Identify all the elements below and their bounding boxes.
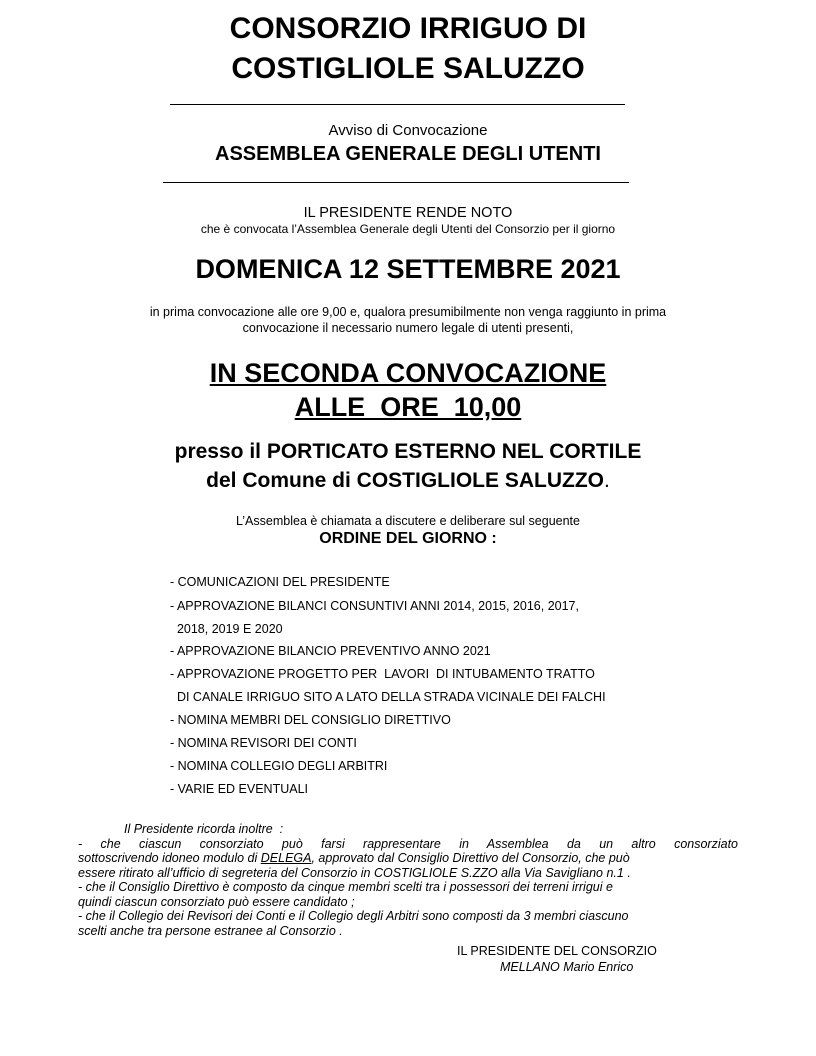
president-notes [78, 822, 738, 938]
delega-link: DELEGA [260, 851, 312, 865]
agenda-item: - VARIE ED EVENTUALI [170, 782, 308, 796]
location-town: del Comune di COSTIGLIOLE SALUZZO [206, 469, 604, 492]
notice-event: ASSEMBLEA GENERALE DEGLI UTENTI [215, 143, 601, 165]
signature-name: MELLANO Mario Enrico [500, 960, 634, 974]
notes-line [78, 851, 738, 866]
intro-line-1: IL PRESIDENTE RENDE NOTO [303, 205, 513, 221]
notice-type: Avviso di Convocazione [328, 122, 488, 139]
agenda-item: - NOMINA COLLEGIO DEGLI ARBITRI [170, 759, 388, 773]
notes-heading: Il Presidente ricorda inoltre : [124, 822, 284, 836]
notes-line: scelti anche tra persone estranee al Consorzio . [78, 923, 343, 938]
notes-text: sottoscrivendo idoneo modulo di [78, 851, 261, 865]
first-call-line-2: convocazione il necessario numero legale di utenti presenti, [242, 321, 574, 335]
location-line-2 [0, 469, 816, 493]
title-line-2: COSTIGLIOLE SALUZZO [231, 52, 585, 85]
divider-middle [163, 182, 629, 183]
agenda-title: ORDINE DEL GIORNO : [319, 530, 497, 547]
notes-line: essere ritirato all’ufficio di segreteria del Consorzio in COSTIGLIOLE S.ZZO alla Via Savigliano n.1 . [78, 865, 631, 880]
first-call-line-1: in prima convocazione alle ore 9,00 e, qualora presumibilmente non venga raggiunto in prima [149, 305, 667, 319]
divider-top [170, 104, 625, 105]
agenda-intro: L’Assemblea è chiamata a discutere e deliberare sul seguente [236, 514, 580, 528]
agenda-item: - NOMINA MEMBRI DEL CONSIGLIO DIRETTIVO [170, 713, 451, 727]
agenda-item: - NOMINA REVISORI DEI CONTI [170, 736, 357, 750]
agenda-item: - APPROVAZIONE PROGETTO PER LAVORI DI INTUBAMENTO TRATTO [170, 667, 595, 681]
agenda-item: - COMUNICAZIONI DEL PRESIDENTE [170, 575, 390, 589]
second-call-line-2: ALLE ORE 10,00 [294, 392, 522, 422]
agenda-item: - APPROVAZIONE BILANCI CONSUNTIVI ANNI 2014, 2015, 2016, 2017, [170, 599, 579, 613]
meeting-date: DOMENICA 12 SETTEMBRE 2021 [195, 254, 621, 284]
notes-text: , approvato dal Consiglio Direttivo del Consorzio, che può [311, 851, 630, 865]
notes-line: - che il Collegio dei Revisori dei Conti e il Collegio degli Arbitri sono composti da 3 membri ciascuno [78, 909, 629, 923]
notes-line: - che il Consiglio Direttivo è composto da cinque membri scelti tra i possessori dei terreni irrigui e [78, 880, 613, 894]
location-period: . [604, 469, 610, 492]
intro-line-2: che è convocata l’Assemblea Generale degli Utenti del Consorzio per il giorno [200, 222, 616, 236]
agenda-item: DI CANALE IRRIGUO SITO A LATO DELLA STRADA VICINALE DEI FALCHI [170, 690, 606, 704]
notes-line: quindi ciascun consorziato può essere candidato ; [78, 894, 355, 909]
signature-role: IL PRESIDENTE DEL CONSORZIO [457, 944, 657, 958]
second-call-line-1: IN SECONDA CONVOCAZIONE [209, 358, 607, 388]
location-line-1: presso il PORTICATO ESTERNO NEL CORTILE [174, 440, 642, 463]
agenda-item: 2018, 2019 E 2020 [170, 622, 283, 636]
title-line-1: CONSORZIO IRRIGUO DI [229, 12, 587, 45]
agenda-item: - APPROVAZIONE BILANCIO PREVENTIVO ANNO 2021 [170, 644, 491, 658]
notes-line: - che ciascun consorziato può farsi rappresentare in Assemblea da un altro consorziato [78, 836, 738, 851]
